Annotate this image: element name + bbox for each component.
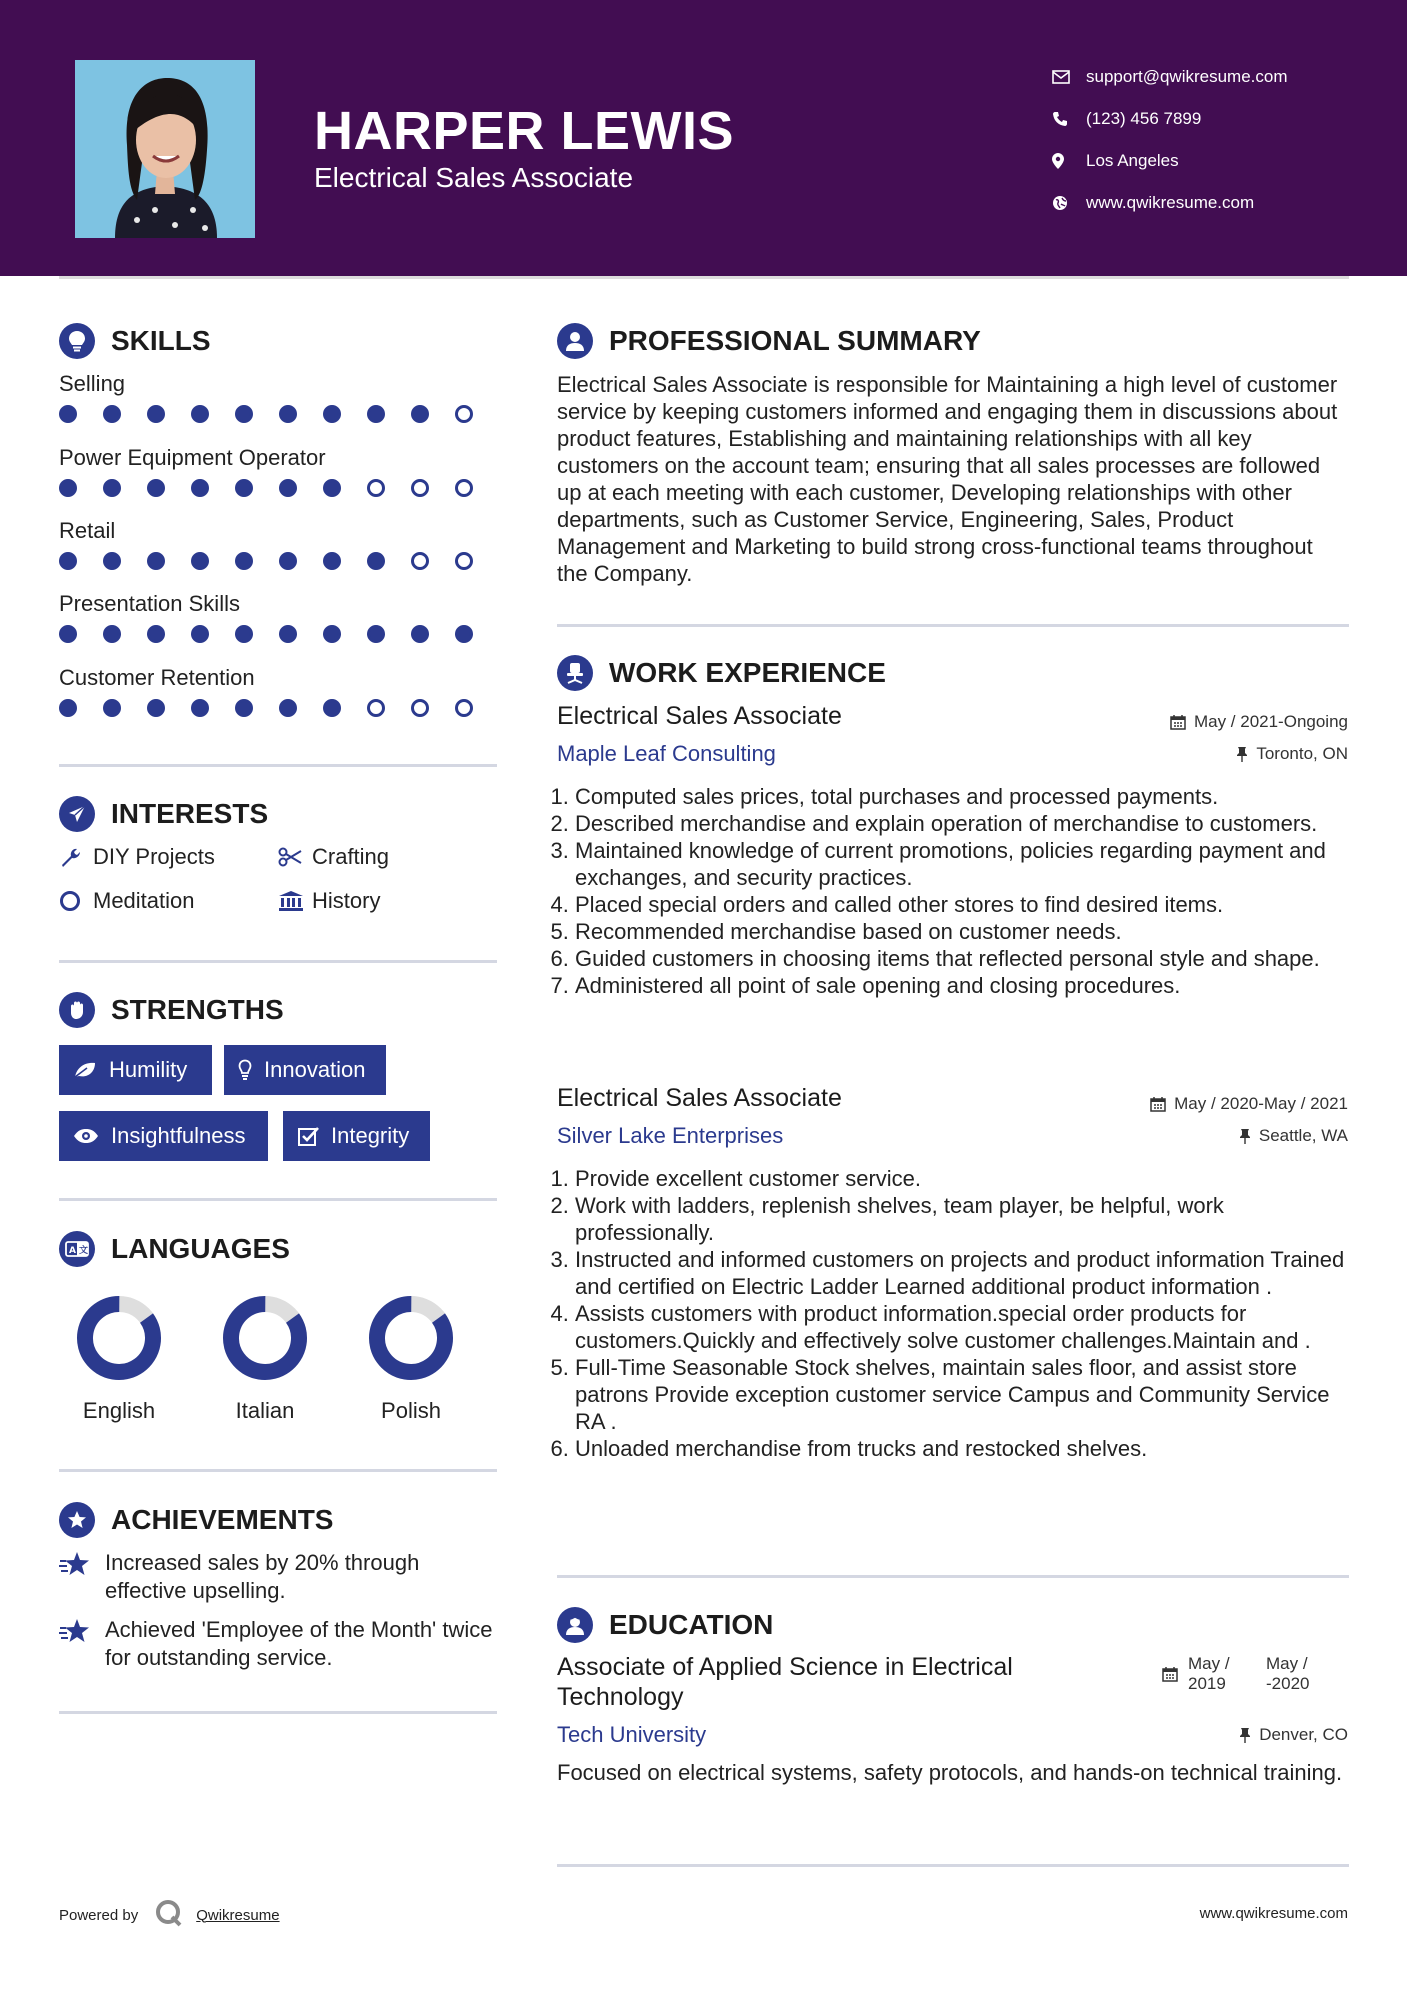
interest-item: History	[278, 888, 380, 914]
rating-dot	[191, 405, 235, 423]
skill-rating	[59, 625, 499, 643]
skill-item	[59, 371, 499, 423]
strength-tag: Insightfulness	[59, 1111, 268, 1161]
rating-dot	[279, 552, 323, 570]
skill-name: Selling	[59, 371, 126, 396]
rating-dot	[411, 405, 455, 423]
rating-dot	[59, 699, 103, 717]
rating-dot	[367, 625, 411, 643]
education-heading: EDUCATION	[557, 1607, 773, 1643]
list-item: 4. Placed special orders and called other stores to find desired items.	[575, 891, 1349, 918]
rating-dot	[455, 699, 499, 717]
list-item: 7. Administered all point of sale opening and closing procedures.	[575, 972, 1349, 999]
education-description: Focused on electrical systems, safety protocols, and hands-on technical training.	[557, 1760, 1343, 1785]
skills-heading: SKILLS	[59, 323, 211, 359]
graduate-icon	[557, 1607, 593, 1643]
rating-dot	[103, 479, 147, 497]
skill-rating	[59, 699, 499, 717]
rating-dot	[59, 625, 103, 643]
rating-dot	[147, 405, 191, 423]
museum-icon	[278, 890, 312, 912]
envelope-icon	[1052, 70, 1086, 84]
candidate-title: Electrical Sales Associate	[314, 162, 634, 193]
map-pin-icon	[1052, 153, 1086, 169]
list-item: 5. Recommended merchandise based on customer needs.	[575, 918, 1349, 945]
rating-dot	[455, 625, 499, 643]
job-duties	[557, 1165, 1349, 1462]
ring-fill	[221, 1294, 309, 1382]
job-location: Seattle, WA	[1239, 1126, 1348, 1146]
pushpin-icon	[1239, 1128, 1251, 1144]
strength-tag: Innovation	[224, 1045, 386, 1095]
footer-powered-by: Powered by Qwikresume	[59, 1898, 280, 1932]
rating-dot	[103, 699, 147, 717]
summary-heading: PROFESSIONAL SUMMARY	[557, 323, 981, 359]
star-badge-icon	[59, 1502, 95, 1538]
rating-dot	[279, 625, 323, 643]
section-divider	[557, 1575, 1349, 1578]
phone-icon	[1052, 111, 1086, 127]
qwikresume-link[interactable]: Qwikresume	[196, 1906, 280, 1924]
rating-dot	[235, 625, 279, 643]
star-icon	[59, 1616, 105, 1672]
language-level-ring	[221, 1294, 309, 1382]
language-name: Italian	[235, 1398, 295, 1423]
rating-dot	[367, 479, 411, 497]
strengths-heading: STRENGTHS	[59, 992, 284, 1028]
interest-item: DIY Projects	[59, 844, 215, 870]
rating-dot	[411, 479, 455, 497]
rating-dot	[279, 699, 323, 717]
skill-rating	[59, 405, 499, 423]
circle-icon	[59, 890, 93, 912]
svg-text:A: A	[69, 1246, 76, 1256]
strength-tag: Humility	[59, 1045, 212, 1095]
skill-rating	[59, 479, 499, 497]
languages-heading: A 文 LANGUAGES	[59, 1231, 290, 1267]
scissors-icon	[278, 847, 312, 867]
star-icon	[59, 1549, 105, 1605]
calendar-icon	[1170, 714, 1186, 730]
resume-header	[0, 0, 1407, 276]
rating-dot	[455, 405, 499, 423]
interest-item: Crafting	[278, 844, 389, 870]
rating-dot	[411, 699, 455, 717]
pushpin-icon	[1239, 1727, 1251, 1743]
list-item: 3. Instructed and informed customers on projects and product information Trained and certified on Electric Ladder Learned additional product information .	[575, 1246, 1349, 1300]
section-divider	[59, 960, 497, 963]
rating-dot	[191, 699, 235, 717]
rating-dot	[191, 625, 235, 643]
list-item: 1. Computed sales prices, total purchases and processed payments.	[575, 783, 1349, 810]
rating-dot	[279, 405, 323, 423]
section-divider	[557, 624, 1349, 627]
language-icon	[59, 1231, 95, 1267]
rating-dot	[235, 479, 279, 497]
section-divider	[59, 764, 497, 767]
company-name[interactable]: Maple Leaf Consulting	[557, 741, 776, 766]
rating-dot	[455, 479, 499, 497]
lightbulb-icon	[59, 323, 95, 359]
user-icon	[557, 323, 593, 359]
rating-dot	[103, 405, 147, 423]
list-item: 6. Unloaded merchandise from trucks and restocked shelves.	[575, 1435, 1349, 1462]
job-title: Electrical Sales Associate	[557, 702, 842, 730]
achievement-item: Achieved 'Employee of the Month' twice for outstanding service.	[59, 1616, 499, 1672]
list-item: 3. Maintained knowledge of current promotions, policies regarding payment and exchanges, and security practices.	[575, 837, 1349, 891]
list-item: 2. Described merchandise and explain operation of merchandise to customers.	[575, 810, 1349, 837]
company-name[interactable]: Silver Lake Enterprises	[557, 1123, 784, 1148]
skill-name: Retail	[59, 518, 116, 543]
skill-item	[59, 591, 499, 643]
contact-phone[interactable]: (123) 456 7899	[1052, 98, 1288, 140]
check-square-icon	[297, 1125, 319, 1147]
footer-website[interactable]: www.qwikresume.com	[1199, 1905, 1348, 1922]
contact-website[interactable]: www.qwikresume.com	[1052, 182, 1288, 224]
language-level-ring	[75, 1294, 163, 1382]
rating-dot	[147, 479, 191, 497]
rating-dot	[411, 552, 455, 570]
skill-rating	[59, 552, 499, 570]
strength-tag: Integrity	[283, 1111, 430, 1161]
wrench-icon	[59, 846, 93, 868]
rating-dot	[455, 552, 499, 570]
svg-text:文: 文	[79, 1246, 89, 1256]
language-name: English	[82, 1398, 156, 1423]
rating-dot	[411, 625, 455, 643]
rating-dot	[235, 405, 279, 423]
rating-dot	[59, 479, 103, 497]
job-duties	[557, 783, 1349, 999]
skill-name: Presentation Skills	[59, 591, 240, 616]
qwikresume-logo-icon	[154, 1898, 184, 1932]
school-name[interactable]: Tech University	[557, 1722, 707, 1747]
lightbulb-outline-icon	[238, 1059, 252, 1081]
rating-dot	[59, 405, 103, 423]
calendar-icon	[1150, 1096, 1166, 1112]
list-item: 1. Provide excellent customer service.	[575, 1165, 1349, 1192]
rating-dot	[235, 699, 279, 717]
rating-dot	[191, 479, 235, 497]
list-item: 2. Work with ladders, replenish shelves, team player, be helpful, work professionally.	[575, 1192, 1349, 1246]
interest-item: Meditation	[59, 888, 195, 914]
rating-dot	[59, 552, 103, 570]
language-item	[54, 1294, 184, 1424]
header-divider	[59, 276, 1349, 279]
degree-title: Associate of Applied Science in Electrical Technology	[557, 1653, 1013, 1711]
education-location: Denver, CO	[1239, 1725, 1348, 1745]
language-item	[200, 1294, 330, 1424]
rating-dot	[279, 479, 323, 497]
rating-dot	[323, 405, 367, 423]
rating-dot	[367, 405, 411, 423]
skill-item	[59, 518, 499, 570]
globe-icon	[1052, 195, 1086, 211]
ring-fill	[75, 1294, 163, 1382]
achievement-item: Increased sales by 20% through effective upselling.	[59, 1549, 499, 1605]
rating-dot	[323, 625, 367, 643]
contact-location: Los Angeles	[1052, 140, 1288, 182]
language-level-ring	[367, 1294, 455, 1382]
skill-name: Power Equipment Operator	[59, 445, 326, 470]
list-item: 6. Guided customers in choosing items that reflected personal style and shape.	[575, 945, 1349, 972]
eye-icon	[73, 1128, 99, 1144]
section-divider	[59, 1469, 497, 1472]
rating-dot	[191, 552, 235, 570]
rating-dot	[323, 699, 367, 717]
section-divider	[59, 1198, 497, 1201]
leaf-icon	[73, 1061, 97, 1079]
experience-heading: WORK EXPERIENCE	[557, 655, 886, 691]
rating-dot	[147, 699, 191, 717]
job-title: Electrical Sales Associate	[557, 1084, 842, 1112]
paper-plane-icon	[59, 796, 95, 832]
candidate-name: HARPER LEWIS	[314, 101, 735, 161]
rating-dot	[103, 552, 147, 570]
skill-item	[59, 445, 499, 497]
achievements-heading: ACHIEVEMENTS	[59, 1502, 333, 1538]
skill-item	[59, 665, 499, 717]
rating-dot	[367, 552, 411, 570]
pushpin-icon	[1236, 746, 1248, 762]
interests-heading: INTERESTS	[59, 796, 268, 832]
raised-fist-icon	[59, 992, 95, 1028]
job-location: Toronto, ON	[1236, 744, 1348, 764]
list-item: 4. Assists customers with product information.special order products for customers.Quickly and effectively solve customer challenges.Maintain and .	[575, 1300, 1349, 1354]
calendar-icon	[1162, 1666, 1178, 1682]
summary-text: Electrical Sales Associate is responsible for Maintaining a high level of customer service by keeping customers informed and engaging them in discussions about product features, Establishing and maintaining relationships with all key customers on the account team; ensuring that all sales processes are followed up at each meeting with each customer, Developing relationships with other departments, such as Customer Service, Engineering, Sales, Product Management and Marketing to build strong cross-functional teams throughout the Company.	[557, 372, 1338, 586]
job-date: May / 2021-Ongoing	[1170, 712, 1348, 732]
section-divider	[557, 1864, 1349, 1867]
profile-photo	[75, 60, 255, 238]
contact-info	[1052, 56, 1288, 224]
rating-dot	[367, 699, 411, 717]
language-item	[346, 1294, 476, 1424]
language-name: Polish	[381, 1398, 441, 1423]
education-date: May / 2019 May / -2020	[1162, 1654, 1309, 1694]
contact-email[interactable]: support@qwikresume.com	[1052, 56, 1288, 98]
rating-dot	[235, 552, 279, 570]
rating-dot	[147, 552, 191, 570]
ring-fill	[367, 1294, 455, 1382]
rating-dot	[323, 552, 367, 570]
skill-name: Customer Retention	[59, 665, 255, 690]
list-item: 5. Full-Time Seasonable Stock shelves, maintain sales floor, and assist store patrons Provide exception customer service Campus and Community Service RA .	[575, 1354, 1349, 1435]
section-divider	[59, 1711, 497, 1714]
office-chair-icon	[557, 655, 593, 691]
job-date: May / 2020-May / 2021	[1150, 1094, 1348, 1114]
rating-dot	[323, 479, 367, 497]
rating-dot	[103, 625, 147, 643]
rating-dot	[147, 625, 191, 643]
